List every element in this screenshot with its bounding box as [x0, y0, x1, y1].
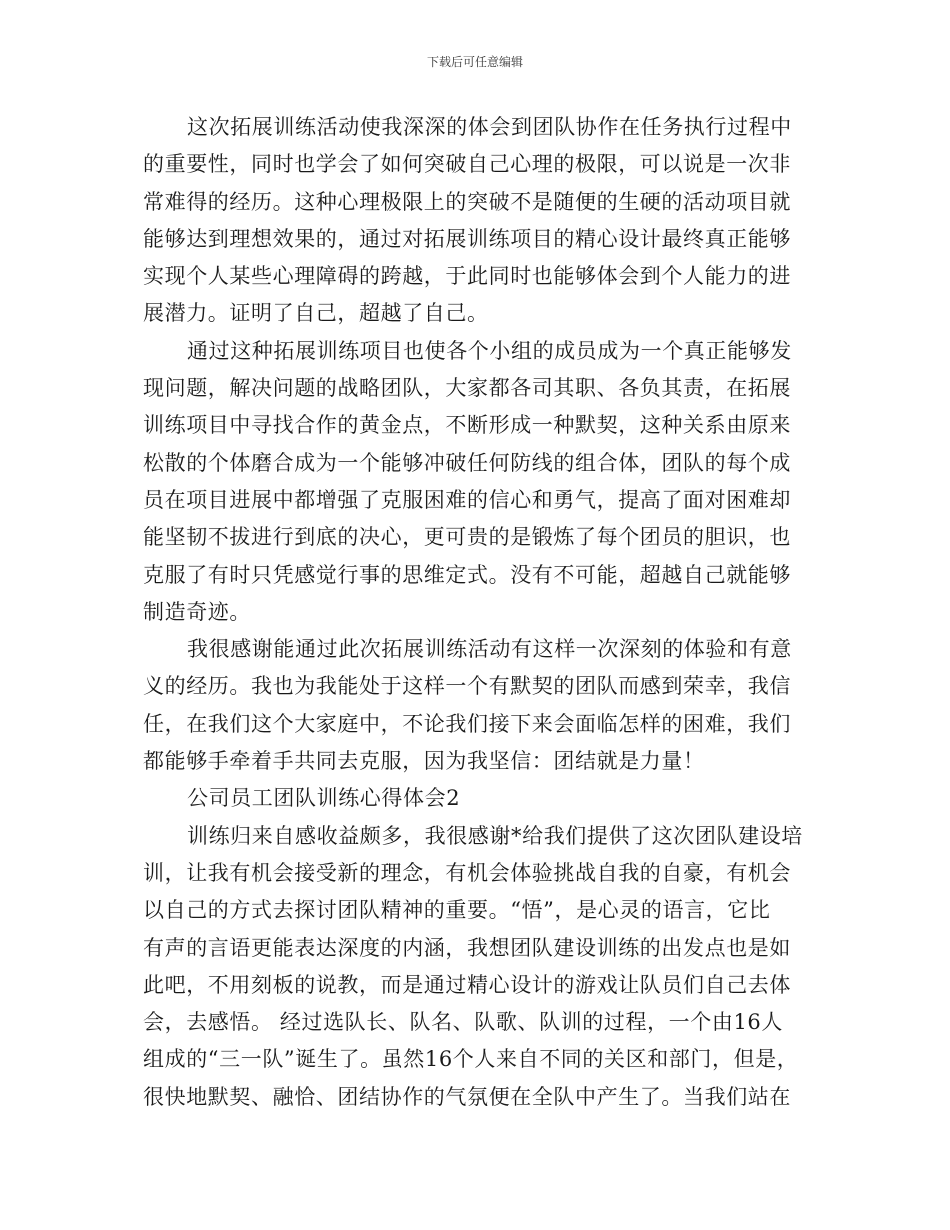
text-line: 训，让我有机会接受新的理念，有机会体验挑战自我的自豪，有机会 [143, 860, 791, 885]
document-body [143, 109, 808, 1116]
text-line: 我很感谢能通过此次拓展训练活动有这样一次深刻的体验和有意 [187, 637, 792, 662]
text-line: 都能够手牵着手共同去克服，因为我坚信：团结就是力量！ [143, 749, 705, 774]
text-line: 义的经历。我也为我能处于这样一个有默契的团队而感到荣幸，我信 [143, 674, 791, 699]
text-line: 此吧，不用刻板的说教，而是通过精心设计的游戏让队员们自己去体 [143, 972, 791, 997]
text-line: 员在项目进展中都增强了克服困难的信心和勇气，提高了面对困难却 [143, 487, 791, 512]
text-line: 会，去感悟。 经过选队长、队名、队歌、队训的过程，一个由16人 [143, 1010, 783, 1035]
text-line: 公司员工团队训练心得体会2 [187, 786, 461, 811]
text-line: 有声的言语更能表达深度的内涵，我想团队建设训练的出发点也是如 [143, 935, 791, 960]
text-line: 能坚韧不拔进行到底的决心，更可贵的是锻炼了每个团员的胆识，也 [143, 525, 791, 550]
text-line: 现问题，解决问题的战略团队，大家都各司其职、各负其责，在拓展 [143, 376, 791, 401]
text-line: 组成的“三一队”诞生了。虽然16个人来自不同的关区和部门，但是， [143, 1047, 799, 1072]
text-line: 任，在我们这个大家庭中，不论我们接下来会面临怎样的困难，我们 [143, 711, 791, 736]
text-line: 松散的个体磨合成为一个能够冲破任何防线的组合体，团队的每个成 [143, 450, 791, 475]
text-line: 克服了有时只凭感觉行事的思维定式。没有不可能，超越自己就能够 [143, 562, 791, 587]
text-line: 能够达到理想效果的，通过对拓展训练项目的精心设计最终真正能够 [143, 226, 791, 251]
text-line: 展潜力。证明了自己，超越了自己。 [143, 301, 489, 326]
text-line: 训练项目中寻找合作的黄金点，不断形成一种默契，这种关系由原来 [143, 413, 791, 438]
text-line: 很快地默契、融恰、团结协作的气氛便在全队中产生了。当我们站在 [143, 1084, 791, 1109]
text-line: 制造奇迹。 [143, 599, 251, 624]
text-line: 训练归来自感收益颇多，我很感谢*给我们提供了这次团队建设培 [187, 823, 803, 848]
text-line: 这次拓展训练活动使我深深的体会到团队协作在任务执行过程中 [187, 115, 792, 139]
text-line: 的重要性，同时也学会了如何突破自己心理的极限，可以说是一次非 [143, 152, 791, 177]
text-line: 常难得的经历。这种心理极限上的突破不是随便的生硬的活动项目就 [143, 189, 791, 214]
text-line: 实现个人某些心理障碍的跨越，于此同时也能够体会到个人能力的进 [143, 264, 791, 289]
text-line: 通过这种拓展训练项目也使各个小组的成员成为一个真正能够发 [187, 338, 792, 363]
page-header: 下载后可任意编辑 [426, 55, 523, 69]
text-line: 以自己的方式去探讨团队精神的重要。“悟”，是心灵的语言，它比 [143, 898, 771, 923]
